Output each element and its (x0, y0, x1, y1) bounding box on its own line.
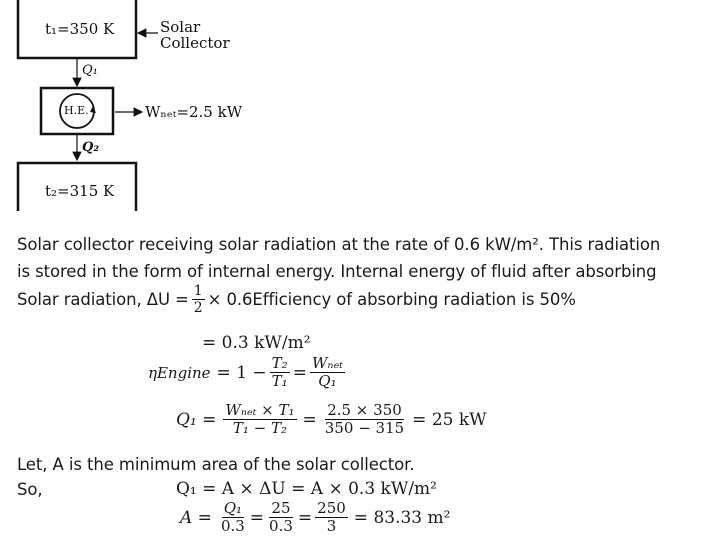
collector-label-line1: Solar (160, 18, 201, 36)
area-equation: Q₁ = A × ΔU = A × 0.3 kW/m² (176, 479, 437, 499)
eta-rhs-start: = 1 − (216, 362, 267, 383)
a-f1-num: Q₁ (223, 499, 243, 517)
q1-fraction-2 (323, 403, 406, 436)
a-f1-den: 0.3 (220, 517, 245, 535)
q1-f1-num: Wₙₑₜ × T₁ (225, 401, 295, 419)
q1-label: Q₁ (82, 63, 98, 78)
a-f2-den: 0.3 (269, 517, 293, 535)
engine-label: H.E. (64, 104, 89, 117)
delta-u-lhs: Solar radiation, ΔU = (17, 290, 189, 309)
a-fraction-2 (267, 501, 295, 534)
q1-result: = 25 kW (412, 409, 487, 430)
q1-f2-den: 350 − 315 (324, 419, 405, 437)
half-fraction (192, 284, 205, 315)
eta-f2-den: Q₁ (318, 372, 337, 390)
q1-fraction-1 (223, 403, 296, 436)
a-f2-num: 25 (271, 499, 291, 517)
q1-equals: = (302, 409, 317, 430)
q1-f1-den: T₁ − T₂ (232, 419, 288, 437)
eta-equation (148, 356, 348, 389)
eta-f2-num: Wₙₑₜ (311, 354, 343, 372)
text-line-3 (17, 284, 722, 315)
a-f3-den: 3 (326, 517, 337, 535)
a-fraction-1 (219, 501, 247, 534)
eta-fraction-1 (270, 356, 290, 389)
eta-f1-den: T₁ (271, 372, 288, 390)
so-label: So, (17, 480, 43, 499)
q1-f2-num: 2.5 × 350 (327, 401, 402, 419)
let-line: Let, A is the minimum area of the solar collector. (17, 455, 415, 474)
eta-fraction-2 (310, 356, 345, 389)
text-line-2: is stored in the form of internal energy. Internal energy of fluid after absorbing (17, 262, 657, 281)
a-equals-2: = (297, 507, 313, 528)
a-f3-num: 250 (317, 499, 346, 517)
q2-label: Q₂ (82, 140, 100, 155)
a-fraction-3 (315, 501, 348, 534)
engine-cycle-arrow (90, 106, 96, 113)
q1-lhs: Q₁ = (176, 409, 217, 430)
work-label: Wₙₑₜ=2.5 kW (145, 103, 243, 121)
eta-f1-num: T₂ (271, 354, 288, 372)
efficiency-text: × 0.6Efficiency of absorbing radiation is 50% (207, 290, 576, 309)
cold-reservoir-label: t₂=315 K (45, 182, 115, 200)
delta-u-result: = 0.3 kW/m² (202, 333, 311, 353)
a-equals-1: = (249, 507, 265, 528)
a-result: = 83.33 m² (353, 507, 451, 528)
eta-equals: = (292, 362, 307, 383)
eta-lhs: ηEngine (148, 363, 211, 382)
a-equation (180, 501, 450, 534)
half-den: 2 (193, 300, 203, 316)
a-lhs: A = (180, 507, 212, 528)
q1-equation (176, 403, 487, 436)
text-line-1: Solar collector receiving solar radiation at the rate of 0.6 kW/m². This radiation (17, 235, 661, 254)
half-num: 1 (193, 283, 203, 299)
hot-reservoir-label: t₁=350 K (45, 20, 115, 38)
collector-label-line2: Collector (160, 34, 230, 52)
